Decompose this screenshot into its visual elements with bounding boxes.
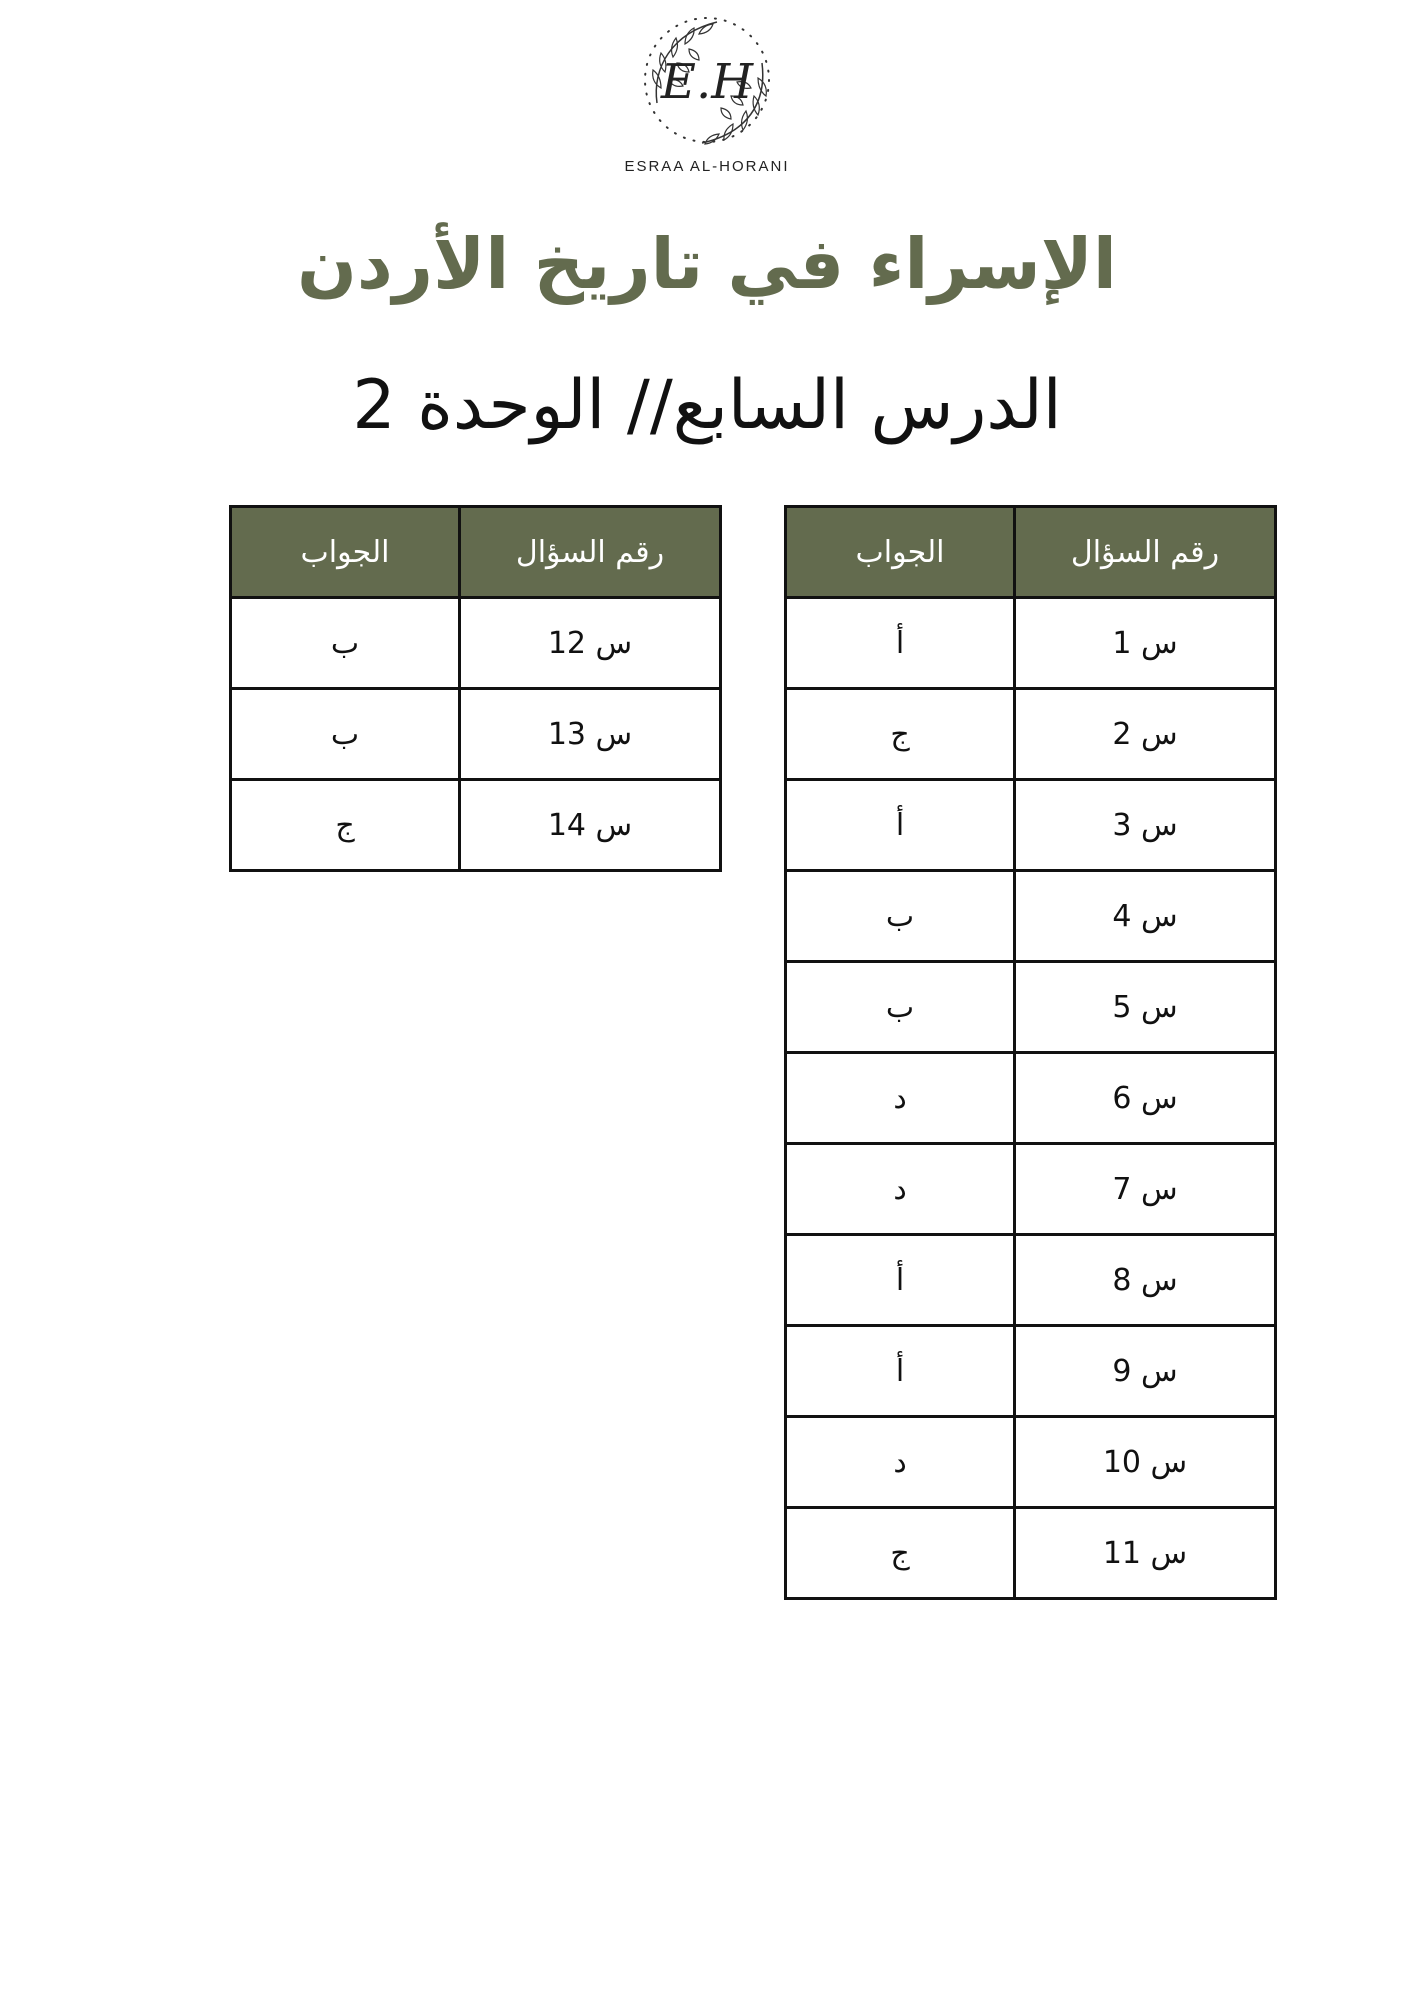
logo-caption: ESRAA AL-HORANI [624, 158, 790, 175]
answer-cell: ب [786, 962, 1015, 1053]
table-row [786, 780, 1276, 871]
table-header-row [231, 507, 721, 598]
question-cell: س 11 [1015, 1508, 1276, 1599]
answer-cell: د [786, 1144, 1015, 1235]
table-header-row [786, 507, 1276, 598]
question-cell: س 8 [1015, 1235, 1276, 1326]
table-row [786, 598, 1276, 689]
table-row [786, 871, 1276, 962]
question-cell: س 9 [1015, 1326, 1276, 1417]
question-cell: س 7 [1015, 1144, 1276, 1235]
answer-cell: ب [231, 598, 460, 689]
answer-cell: أ [786, 598, 1015, 689]
wreath-logo-icon [627, 8, 787, 168]
question-cell: س 1 [1015, 598, 1276, 689]
table-row [786, 1326, 1276, 1417]
answer-cell: ج [786, 689, 1015, 780]
answers-table-right [784, 505, 1277, 1600]
answer-cell: ب [231, 689, 460, 780]
question-cell: س 4 [1015, 871, 1276, 962]
question-cell: س 12 [460, 598, 721, 689]
header-answer: الجواب [231, 507, 460, 598]
answers-table-left [229, 505, 722, 872]
answer-cell: أ [786, 780, 1015, 871]
page-title: الإسراء في تاريخ الأردن [297, 223, 1117, 305]
answer-cell: د [786, 1053, 1015, 1144]
question-cell: س 14 [460, 780, 721, 871]
question-cell: س 13 [460, 689, 721, 780]
header-question-number: رقم السؤال [460, 507, 721, 598]
question-cell: س 5 [1015, 962, 1276, 1053]
table-row [786, 1508, 1276, 1599]
logo-monogram: E.H [660, 54, 754, 110]
answer-cell: أ [786, 1235, 1015, 1326]
table-row [231, 598, 721, 689]
answer-cell: ج [786, 1508, 1015, 1599]
table-row [786, 962, 1276, 1053]
logo [627, 8, 787, 168]
header-question-number: رقم السؤال [1015, 507, 1276, 598]
table-row [786, 1053, 1276, 1144]
answer-cell: د [786, 1417, 1015, 1508]
question-cell: س 10 [1015, 1417, 1276, 1508]
question-cell: س 6 [1015, 1053, 1276, 1144]
answer-cell: ب [786, 871, 1015, 962]
answer-cell: أ [786, 1326, 1015, 1417]
header-answer: الجواب [786, 507, 1015, 598]
table-row [786, 1417, 1276, 1508]
answer-cell: ج [231, 780, 460, 871]
table-row [231, 689, 721, 780]
table-row [231, 780, 721, 871]
table-row [786, 1144, 1276, 1235]
table-row [786, 1235, 1276, 1326]
question-cell: س 2 [1015, 689, 1276, 780]
question-cell: س 3 [1015, 780, 1276, 871]
page-subtitle: الدرس السابع// الوحدة 2 [352, 366, 1062, 445]
table-row [786, 689, 1276, 780]
